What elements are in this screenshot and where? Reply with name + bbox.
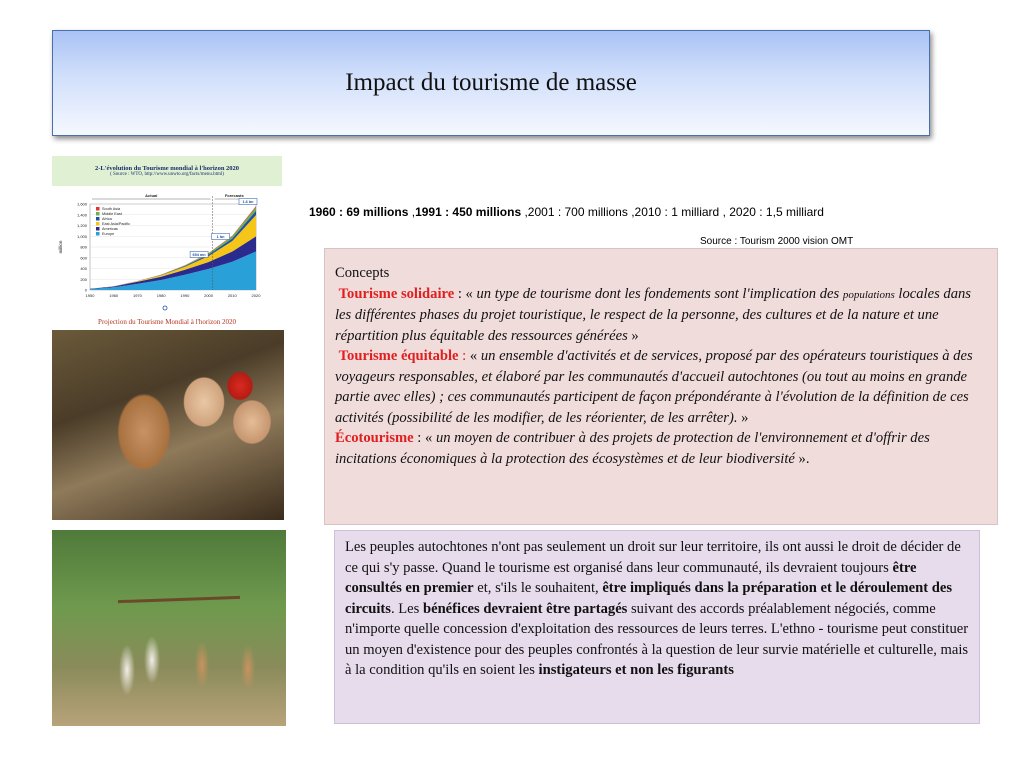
t1-definition-a: un type de tourisme dont les fondements sont l'implication des	[476, 285, 843, 302]
t1-definition-small: populations	[842, 288, 895, 301]
blowgun-stick	[118, 596, 240, 603]
t2-close: »	[737, 409, 749, 426]
y-tick-label: 1,600	[76, 201, 87, 207]
stat-separator: ,	[408, 205, 416, 219]
legend-label-americas: Americas	[102, 227, 118, 231]
x-tick-label: 2000	[204, 293, 214, 298]
annotation-1bn: 1 bn	[216, 235, 225, 239]
y-axis-label: million	[58, 240, 63, 254]
title-box	[52, 30, 930, 136]
peoples-text-4: suivant des accords préalablement négociés, comme n'importe quelle concession d'exploitation des ressources de leurs terres. L'ethno - tourisme peut constituer un moyen d'existence pour des peuples confrontés à la question de leur survie matérielle et culturelle, mais à la condition qu'ils en soient les	[345, 600, 969, 678]
legend-swatch-americas	[96, 227, 100, 231]
stats-source: Source : Tourism 2000 vision OMT	[700, 236, 854, 247]
term-tourisme-equitable: Tourisme équitable	[338, 348, 459, 364]
x-tick-label: 2010	[227, 293, 237, 298]
peoples-text-1: Les peuples autochtones n'ont pas seulement un droit sur leur territoire, ils ont aussi le droit de décider de ce qui s'y passe. Quand le tourisme est organisé dans leur communauté, ils devraient toujours	[345, 539, 961, 576]
y-tick-label: 1,000	[76, 233, 87, 239]
forecasts-label: Forecasts	[224, 193, 244, 198]
actual-label: Actual	[145, 193, 158, 198]
legend-swatch-south-asia	[96, 207, 100, 211]
y-tick-label: 600	[80, 255, 87, 261]
term-tourisme-solidaire: Tourisme solidaire	[338, 285, 455, 302]
annotation-694mn: 694 mn	[192, 253, 206, 257]
legend-label-europe: Europe	[102, 232, 115, 236]
y-tick-label: 0	[84, 287, 87, 293]
tourists-with-indigenous-man-photo	[52, 330, 284, 520]
page-title: Impact du tourisme de masse	[345, 69, 637, 96]
annotation-1-6bn: 1.6 bn	[242, 200, 254, 204]
t3-separator: : «	[413, 430, 436, 446]
legend-swatch-east-asia-pacific	[96, 222, 100, 226]
legend-label-middle-east: Middle East	[102, 212, 122, 216]
x-tick-label: 1950	[85, 293, 95, 298]
peoples-text-3: . Les	[390, 600, 423, 617]
indigenous-peoples-paragraph	[345, 537, 969, 681]
concept-tourisme-equitable	[335, 346, 987, 428]
concept-ecotourisme	[335, 428, 987, 469]
legend-swatch-middle-east	[96, 212, 100, 216]
t2-open: «	[466, 348, 481, 364]
t1-definition-b: locales dans les différentes phases du projet touristique, le respect de la personne, des cultures et de la nature et une répartition plus équitable des ressources générées	[335, 285, 971, 344]
term-ecotourisme: Écotourisme	[335, 430, 414, 446]
peoples-bold-1: être consultés en premier	[345, 559, 917, 596]
concepts-box	[324, 248, 998, 525]
chart-number: 2-	[94, 165, 101, 172]
x-tick-label: 2020	[251, 293, 261, 298]
x-tick-label: 1960	[109, 293, 119, 298]
stat-1960: 1960 : 69 millions	[309, 205, 409, 219]
t3-definition: un moyen de contribuer à des projets de protection de l'environnement et d'offrir des incitations économiques à la protection des écosystèmes et de leur biodiversité	[335, 430, 930, 467]
x-tick-label: 1970	[132, 293, 142, 298]
chart-heading-text: L'évolution du Tourisme mondial à l'horizon 2020	[100, 165, 240, 172]
concept-tourisme-solidaire	[335, 284, 987, 347]
y-tick-label: 400	[80, 266, 87, 271]
x-tick-label: 1990	[180, 293, 190, 298]
y-tick-label: 800	[80, 244, 87, 250]
peoples-bold-4: instigateurs et non les figurants	[538, 662, 734, 678]
tourism-chart-panel	[52, 156, 282, 330]
t2-colon: :	[458, 348, 467, 364]
legend-swatch-africa	[96, 217, 100, 221]
chart-heading	[52, 165, 282, 172]
t2-definition: un ensemble d'activités et de services, proposé par des opérateurs touristiques à des voyageurs responsables, et élaboré par les communautés d'accueil autochtones (ou tout au moins en grande partie avec elles) ; ces communautés participent de façon prépondérante à l'évolution de la définition de ces activités (possibilité de les modifier, de les réorienter, de les arrêter).	[335, 348, 973, 426]
peoples-text-2: et, s'ils le souhaitent,	[473, 580, 603, 596]
peoples-bold-3: bénéfices devraient être partagés	[422, 600, 628, 617]
concepts-heading: Concepts	[335, 265, 390, 281]
t1-separator: : «	[454, 285, 477, 302]
legend-label-south-asia: South Asia	[102, 207, 121, 211]
stat-1991: 1991 : 450 millions	[415, 205, 522, 219]
tourism-area-chart	[52, 188, 282, 316]
y-tick-label: 200	[80, 276, 87, 282]
indigenous-villagers-with-tourist-photo	[52, 530, 286, 726]
y-tick-label: 1,200	[76, 223, 87, 228]
y-tick-label: 1,400	[76, 212, 87, 218]
chart-source-line: ( Source : WTO, http://www.unwto.org/facts/menu.html)	[110, 172, 224, 177]
chart-header	[52, 156, 282, 186]
legend-swatch-europe	[96, 232, 100, 236]
peoples-bold-2: être impliqués dans la préparation et le déroulement des circuits	[345, 580, 953, 617]
chart-marker-icon	[163, 306, 167, 310]
t3-close: ».	[794, 450, 810, 467]
t1-close: »	[627, 327, 639, 344]
chart-caption: Projection du Tourisme Mondial à l'horizon 2020	[98, 318, 236, 326]
x-tick-label: 1980	[156, 293, 166, 298]
legend-label-east-asia-pacific: East Asia/Pacific	[102, 222, 131, 226]
stat-rest: ,2001 : 700 millions ,2010 : 1 milliard , 2020 : 1,5 milliard	[521, 205, 824, 219]
indigenous-peoples-box	[334, 530, 980, 724]
tourism-statistics	[309, 204, 889, 220]
legend-label-africa: Africa	[102, 217, 112, 221]
